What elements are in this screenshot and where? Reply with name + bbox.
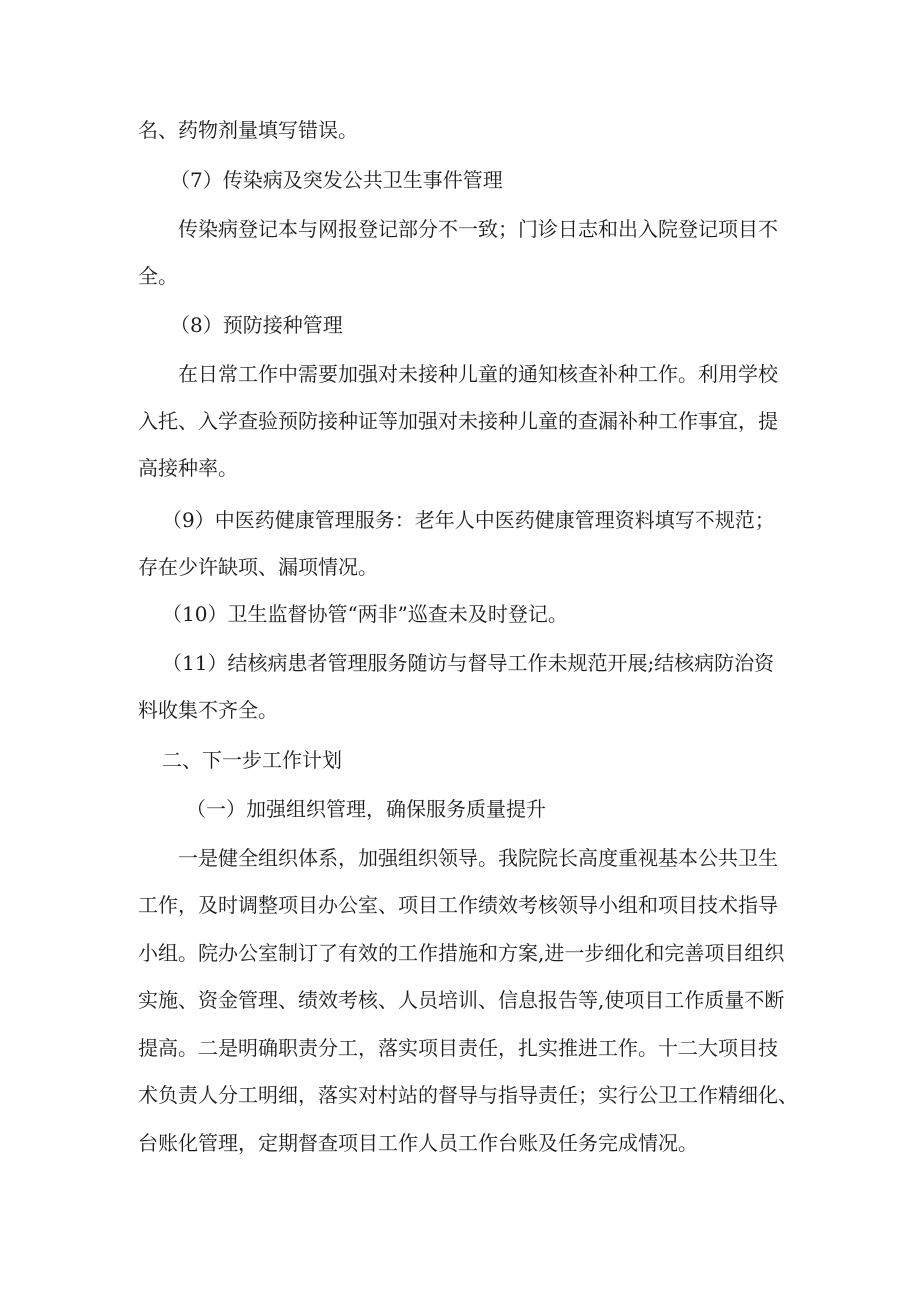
section-heading-10: （10）卫生监督协管“两非”巡查未及时登记。	[162, 602, 568, 626]
section-heading-9: （9）中医药健康管理服务：老年人中医药健康管理资料填写不规范；	[162, 508, 775, 532]
text-line: 小组。院办公室制订了有效的工作措施和方案,进一步细化和完善项目组织	[138, 941, 785, 965]
text-line: 一是健全组织体系，加强组织领导。我院院长高度重视基本公共卫生	[178, 846, 778, 870]
text-line: 台账化管理，定期督查项目工作人员工作台账及任务完成情况。	[138, 1131, 698, 1155]
text-line: 名、药物剂量填写错误。	[138, 118, 358, 142]
text-line: 实施、资金管理、绩效考核、人员培训、信息报告等,使项目工作质量不断	[138, 988, 785, 1012]
section-heading-8: （8）预防接种管理	[170, 313, 343, 337]
text-line: 入托、入学查验预防接种证等加强对未接种儿童的查漏补种工作事宜，提	[138, 409, 778, 433]
text-line: 高接种率。	[138, 456, 238, 480]
chapter-heading: 二、下一步工作计划	[162, 748, 342, 772]
text-line: 全。	[138, 264, 178, 288]
subsection-heading: （一）加强组织管理，确保服务质量提升	[186, 797, 546, 821]
text-line: 在日常工作中需要加强对未接种儿童的通知核查补种工作。利用学校	[178, 362, 778, 386]
section-heading-7: （7）传染病及突发公共卫生事件管理	[170, 168, 503, 192]
text-line: 传染病登记本与网报登记部分不一致；门诊日志和出入院登记项目不	[178, 217, 778, 241]
text-line: 工作，及时调整项目办公室、项目工作绩效考核领导小组和项目技术指导	[138, 893, 778, 917]
text-line: 料收集不齐全。	[138, 698, 278, 722]
text-line: 提高。二是明确职责分工，落实项目责任，扎实推进工作。十二大项目技	[138, 1036, 778, 1060]
text-line: 存在少许缺项、漏项情况。	[138, 555, 378, 579]
section-heading-11: （11）结核病患者管理服务随访与督导工作未规范开展;结核病防治资	[162, 651, 775, 675]
text-line: 术负责人分工明细，落实对村站的督导与指导责任；实行公卫工作精细化、	[138, 1083, 798, 1107]
